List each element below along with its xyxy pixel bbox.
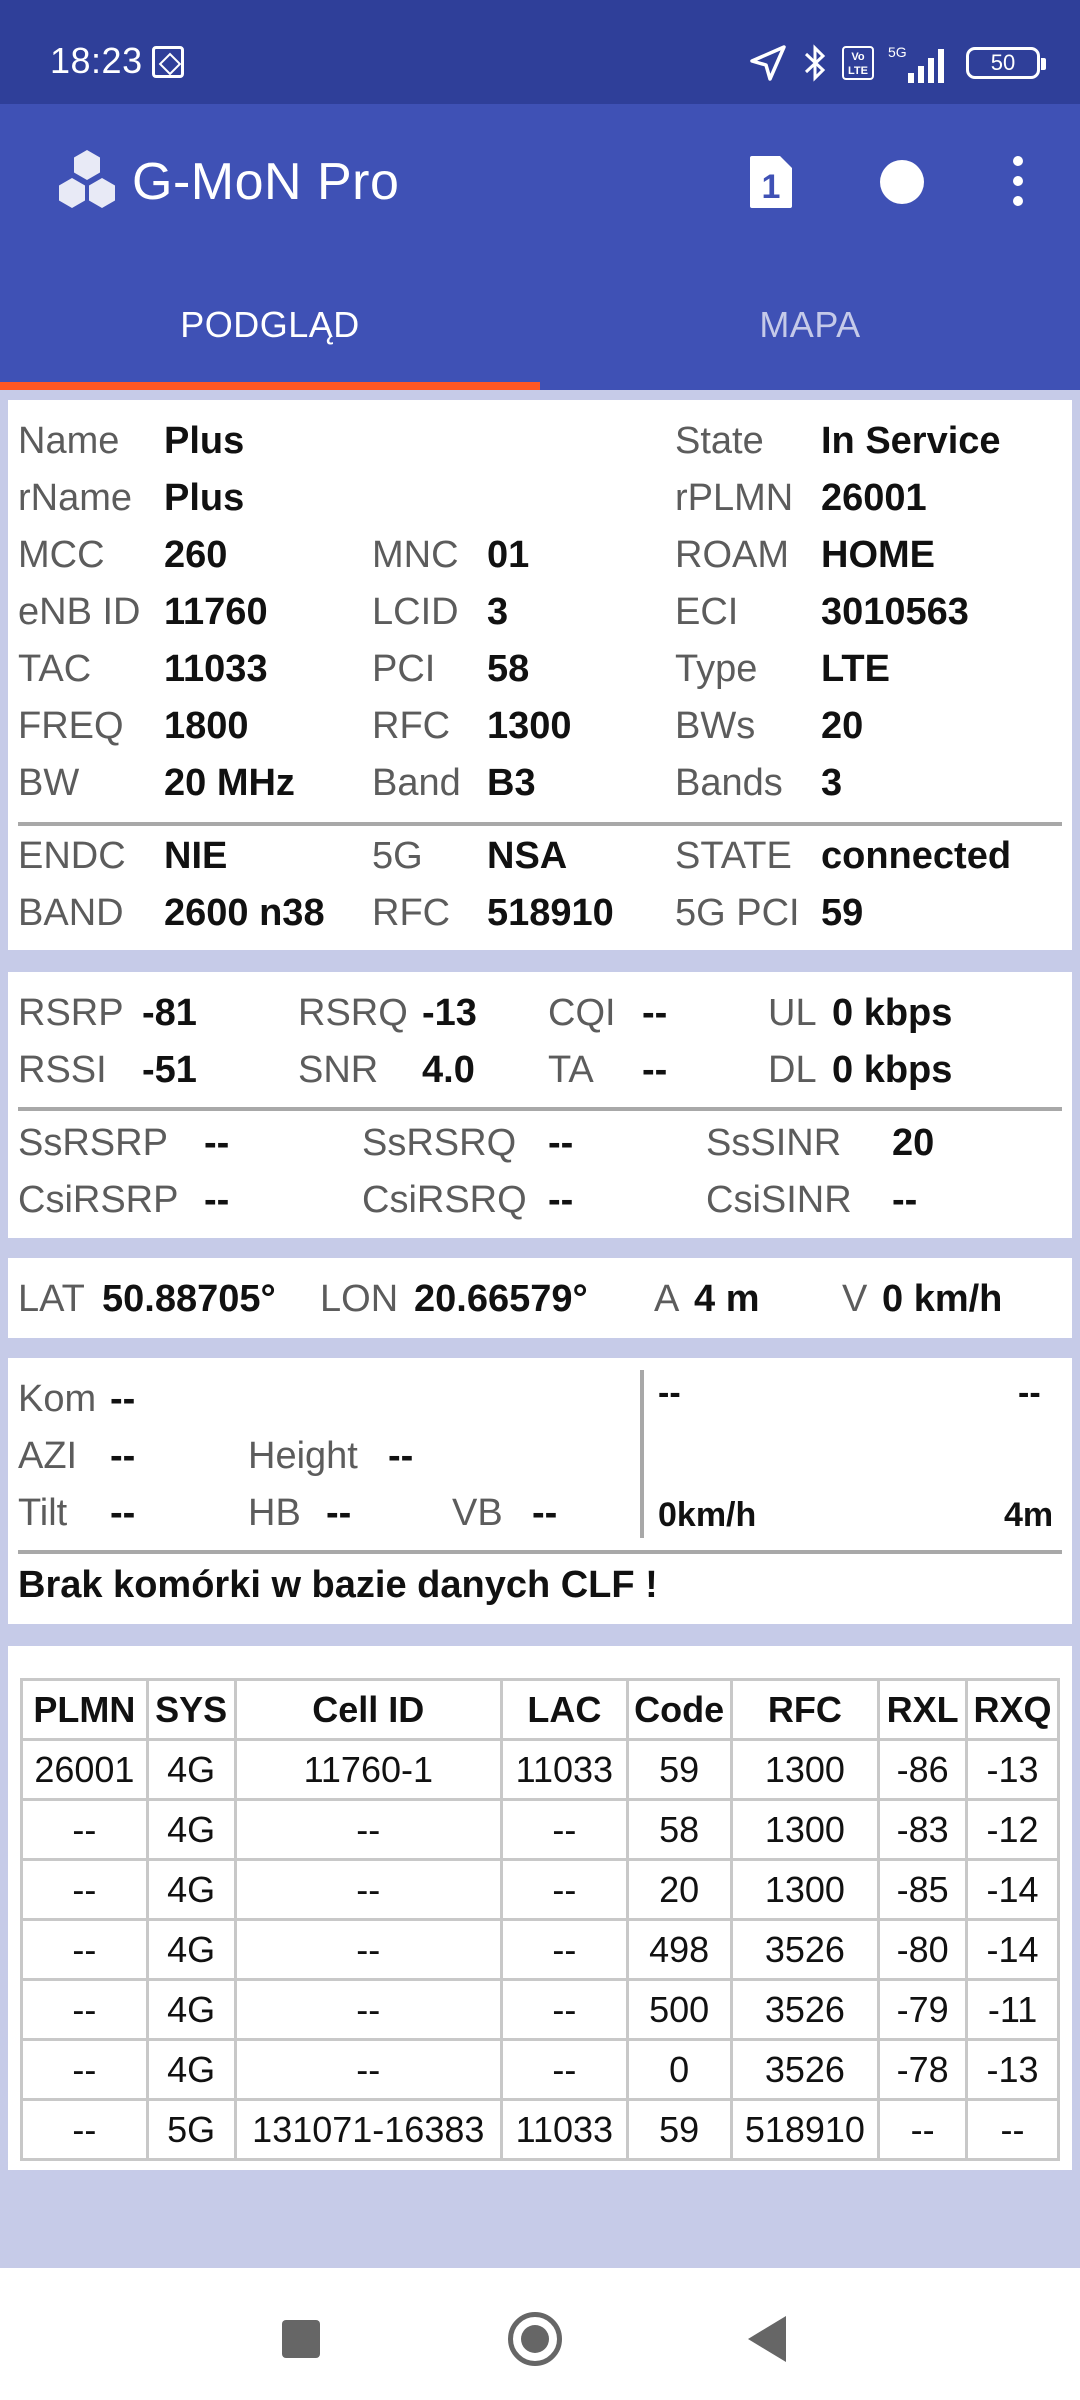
bands-label: Bands: [675, 762, 783, 804]
table-cell: 59: [627, 2100, 731, 2160]
lon-label: LON: [320, 1278, 399, 1320]
rssi-value: -51: [142, 1049, 197, 1091]
status-icons: [748, 38, 1040, 88]
endc-state-value: connected: [821, 835, 1012, 877]
table-cell: --: [22, 1860, 148, 1920]
lat-value: 50.88705°: [102, 1278, 276, 1320]
ul-label: UL: [768, 992, 817, 1034]
table-cell: -14: [967, 1920, 1059, 1980]
table-cell: -80: [879, 1920, 967, 1980]
azi-label: AZI: [18, 1435, 78, 1477]
site-speed: 0km/h: [658, 1496, 757, 1534]
ta-value: --: [642, 1049, 668, 1091]
table-cell: 59: [627, 1740, 731, 1800]
lcid-value: 3: [487, 591, 509, 633]
speed-value: 0 km/h: [882, 1278, 1003, 1320]
table-cell: --: [502, 2040, 628, 2100]
pci-value: 58: [487, 648, 530, 690]
table-cell: --: [22, 1980, 148, 2040]
site-distance: 4m: [1004, 1496, 1054, 1534]
rfc-label: RFC: [372, 705, 451, 747]
enb-value: 11760: [164, 591, 268, 633]
table-cell: -11: [967, 1980, 1059, 2040]
bw-value: 20 MHz: [164, 762, 295, 804]
table-cell: --: [22, 2100, 148, 2160]
site-info-top-left: --: [658, 1374, 681, 1412]
table-cell: 518910: [731, 2100, 879, 2160]
col-header: RXL: [879, 1680, 967, 1740]
freq-label: FREQ: [18, 705, 124, 747]
mcc-value: 260: [164, 534, 228, 576]
tac-value: 11033: [164, 648, 268, 690]
table-cell: --: [879, 2100, 967, 2160]
table-cell: -13: [967, 2040, 1059, 2100]
table-cell: 4G: [147, 2040, 235, 2100]
table-cell: 0: [627, 2040, 731, 2100]
accuracy-label: A: [654, 1278, 680, 1320]
state-label: State: [675, 420, 764, 462]
5g-label: 5G: [372, 835, 423, 877]
tab-mapa[interactable]: MAPA: [759, 304, 861, 345]
snr-label: SNR: [298, 1049, 379, 1091]
tilt-value: --: [110, 1492, 136, 1534]
pci-label: PCI: [372, 648, 436, 690]
dl-label: DL: [768, 1049, 817, 1091]
table-row: [22, 1980, 1059, 2040]
ul-value: 0 kbps: [832, 992, 953, 1034]
rfc-value: 1300: [487, 705, 572, 747]
site-info-top-right: --: [1018, 1374, 1041, 1412]
table-row: [22, 2040, 1059, 2100]
speed-label: V: [842, 1278, 868, 1320]
record-dot-icon[interactable]: [880, 160, 924, 204]
kom-value: --: [110, 1378, 136, 1420]
kom-label: Kom: [18, 1378, 97, 1420]
hb-value: --: [326, 1492, 352, 1534]
home-button[interactable]: [508, 2312, 562, 2366]
table-cell: -13: [967, 1740, 1059, 1800]
table-row: [22, 1740, 1059, 1800]
table-cell: --: [235, 1860, 501, 1920]
cqi-value: --: [642, 992, 668, 1034]
rname-label: rName: [18, 477, 133, 519]
table-row: [22, 2100, 1059, 2160]
nr-rfc-value: 518910: [487, 892, 614, 934]
mnc-value: 01: [487, 534, 530, 576]
snr-value: 4.0: [422, 1049, 475, 1091]
nr-band-value: 2600 n38: [164, 892, 325, 934]
height-value: --: [388, 1435, 414, 1477]
table-cell: -79: [879, 1980, 967, 2040]
table-cell: --: [502, 1860, 628, 1920]
table-cell: --: [502, 1980, 628, 2040]
table-cell: 500: [627, 1980, 731, 2040]
table-cell: 131071-16383: [235, 2100, 501, 2160]
app-title: G-MoN Pro: [132, 153, 400, 211]
csisinr-value: --: [892, 1179, 918, 1221]
site-info-card: [8, 1358, 1072, 1624]
col-header: Code: [627, 1680, 731, 1740]
nr-rfc-label: RFC: [372, 892, 451, 934]
mnc-label: MNC: [372, 534, 459, 576]
5g-value: NSA: [487, 835, 568, 877]
band-label: Band: [372, 762, 461, 804]
vb-value: --: [532, 1492, 558, 1534]
endc-label: ENDC: [18, 835, 126, 877]
recents-button[interactable]: [282, 2320, 320, 2358]
freq-value: 1800: [164, 705, 249, 747]
table-cell: --: [502, 1800, 628, 1860]
divider: [18, 1107, 1062, 1111]
type-label: Type: [675, 648, 758, 690]
lat-label: LAT: [18, 1278, 85, 1320]
nr-pci-value: 59: [821, 892, 864, 934]
hb-label: HB: [248, 1492, 301, 1534]
table-cell: --: [235, 1980, 501, 2040]
endc-state-label: STATE: [675, 835, 792, 877]
table-cell: 3526: [731, 1920, 879, 1980]
table-cell: 4G: [147, 1740, 235, 1800]
status-time: 18:23: [50, 40, 143, 81]
tilt-label: Tilt: [18, 1492, 68, 1534]
dl-value: 0 kbps: [832, 1049, 953, 1091]
table-cell: 4G: [147, 1980, 235, 2040]
height-label: Height: [248, 1435, 358, 1477]
table-cell: 498: [627, 1920, 731, 1980]
signal-card: [8, 972, 1072, 1238]
rsrp-label: RSRP: [18, 992, 124, 1034]
ssrsrq-label: SsRSRQ: [362, 1122, 517, 1164]
name-label: Name: [18, 420, 120, 462]
table-row: [22, 1860, 1059, 1920]
ssrsrp-label: SsRSRP: [18, 1122, 168, 1164]
table-header-row: [22, 1680, 1059, 1740]
table-cell: -14: [967, 1860, 1059, 1920]
back-button[interactable]: [748, 2316, 786, 2362]
neighbor-cells-card: [8, 1646, 1072, 2170]
rsrq-label: RSRQ: [298, 992, 408, 1034]
sssinr-label: SsSINR: [706, 1122, 842, 1164]
location-arrow-icon: [748, 43, 788, 83]
more-options-icon[interactable]: [1008, 156, 1028, 208]
table-cell: 3526: [731, 1980, 879, 2040]
hexagon-logo-icon: [52, 148, 122, 218]
vb-label: VB: [452, 1492, 503, 1534]
table-cell: 11760-1: [235, 1740, 501, 1800]
enb-label: eNB ID: [18, 591, 141, 633]
table-cell: 4G: [147, 1920, 235, 1980]
rsrq-value: -13: [422, 992, 477, 1034]
app-bar: [0, 104, 1080, 390]
rplmn-value: 26001: [821, 477, 927, 519]
divider: [18, 822, 1062, 826]
table-row: [22, 1800, 1059, 1860]
table-cell: --: [235, 1800, 501, 1860]
csirsrp-label: CsiRSRP: [18, 1179, 179, 1221]
rssi-label: RSSI: [18, 1049, 107, 1091]
bluetooth-icon: [802, 43, 828, 83]
table-cell: -12: [967, 1800, 1059, 1860]
table-cell: 4G: [147, 1860, 235, 1920]
table-cell: --: [967, 2100, 1059, 2160]
endc-value: NIE: [164, 835, 228, 877]
band-value: B3: [487, 762, 536, 804]
battery-icon: 50: [966, 47, 1040, 79]
csirsrq-label: CsiRSRQ: [362, 1179, 527, 1221]
eci-label: ECI: [675, 591, 739, 633]
mcc-label: MCC: [18, 534, 105, 576]
col-header: PLMN: [22, 1680, 148, 1740]
col-header: SYS: [147, 1680, 235, 1740]
azi-value: --: [110, 1435, 136, 1477]
table-cell: --: [22, 1920, 148, 1980]
table-cell: 4G: [147, 1800, 235, 1860]
tab-podglad[interactable]: PODGLĄD: [180, 304, 360, 345]
roam-label: ROAM: [675, 534, 789, 576]
table-cell: 1300: [731, 1860, 879, 1920]
table-row: [22, 1920, 1059, 1980]
system-nav-bar: [0, 2268, 1080, 2400]
lcid-label: LCID: [372, 591, 459, 633]
table-cell: -83: [879, 1800, 967, 1860]
svg-text:5G: 5G: [888, 44, 907, 60]
roam-value: HOME: [821, 534, 935, 576]
table-cell: 11033: [502, 1740, 628, 1800]
nr-band-label: BAND: [18, 892, 124, 934]
table-cell: 3526: [731, 2040, 879, 2100]
vertical-divider: [640, 1370, 644, 1538]
table-cell: -78: [879, 2040, 967, 2100]
eci-value: 3010563: [821, 591, 969, 633]
sim-slot-icon[interactable]: [748, 154, 794, 210]
col-header: LAC: [502, 1680, 628, 1740]
bw-label: BW: [18, 762, 80, 804]
col-header: RXQ: [967, 1680, 1059, 1740]
accuracy-value: 4 m: [694, 1278, 760, 1320]
screen-capture-icon: [152, 46, 184, 78]
sssinr-value: 20: [892, 1122, 935, 1164]
sim-slot-number: 1: [761, 168, 781, 206]
cqi-label: CQI: [548, 992, 616, 1034]
table-cell: 1300: [731, 1800, 879, 1860]
rname-value: Plus: [164, 477, 245, 519]
table-cell: --: [235, 2040, 501, 2100]
divider: [18, 1550, 1062, 1554]
table-cell: 20: [627, 1860, 731, 1920]
table-cell: 26001: [22, 1740, 148, 1800]
type-value: LTE: [821, 648, 890, 690]
signal-strength-icon: [888, 43, 952, 83]
volte-icon: Vo LTE: [842, 46, 874, 80]
col-header: RFC: [731, 1680, 879, 1740]
table-cell: --: [22, 1800, 148, 1860]
table-cell: 5G: [147, 2100, 235, 2160]
rsrp-value: -81: [142, 992, 197, 1034]
table-cell: 1300: [731, 1740, 879, 1800]
table-cell: --: [502, 1920, 628, 1980]
clf-message: Brak komórki w bazie danych CLF !: [18, 1564, 658, 1606]
bws-label: BWs: [675, 705, 756, 747]
serving-cell-card: [8, 400, 1072, 950]
state-value: In Service: [821, 420, 1001, 462]
ssrsrq-value: --: [548, 1122, 574, 1164]
status-bar: [0, 0, 1080, 104]
rplmn-label: rPLMN: [675, 477, 794, 519]
neighbor-cells-table: [20, 1678, 1060, 2161]
csisinr-label: CsiSINR: [706, 1179, 852, 1221]
csirsrp-value: --: [204, 1179, 230, 1221]
tac-label: TAC: [18, 648, 92, 690]
col-header: Cell ID: [235, 1680, 501, 1740]
tab-indicator: [0, 382, 540, 390]
csirsrq-value: --: [548, 1179, 574, 1221]
table-cell: --: [22, 2040, 148, 2100]
ta-label: TA: [548, 1049, 594, 1091]
table-cell: --: [235, 1920, 501, 1980]
table-cell: 58: [627, 1800, 731, 1860]
table-cell: -85: [879, 1860, 967, 1920]
location-card: [8, 1258, 1072, 1338]
bands-value: 3: [821, 762, 843, 804]
name-value: Plus: [164, 420, 245, 462]
lon-value: 20.66579°: [414, 1278, 588, 1320]
table-cell: 11033: [502, 2100, 628, 2160]
bws-value: 20: [821, 705, 864, 747]
ssrsrp-value: --: [204, 1122, 230, 1164]
nr-pci-label: 5G PCI: [675, 892, 800, 934]
table-cell: -86: [879, 1740, 967, 1800]
